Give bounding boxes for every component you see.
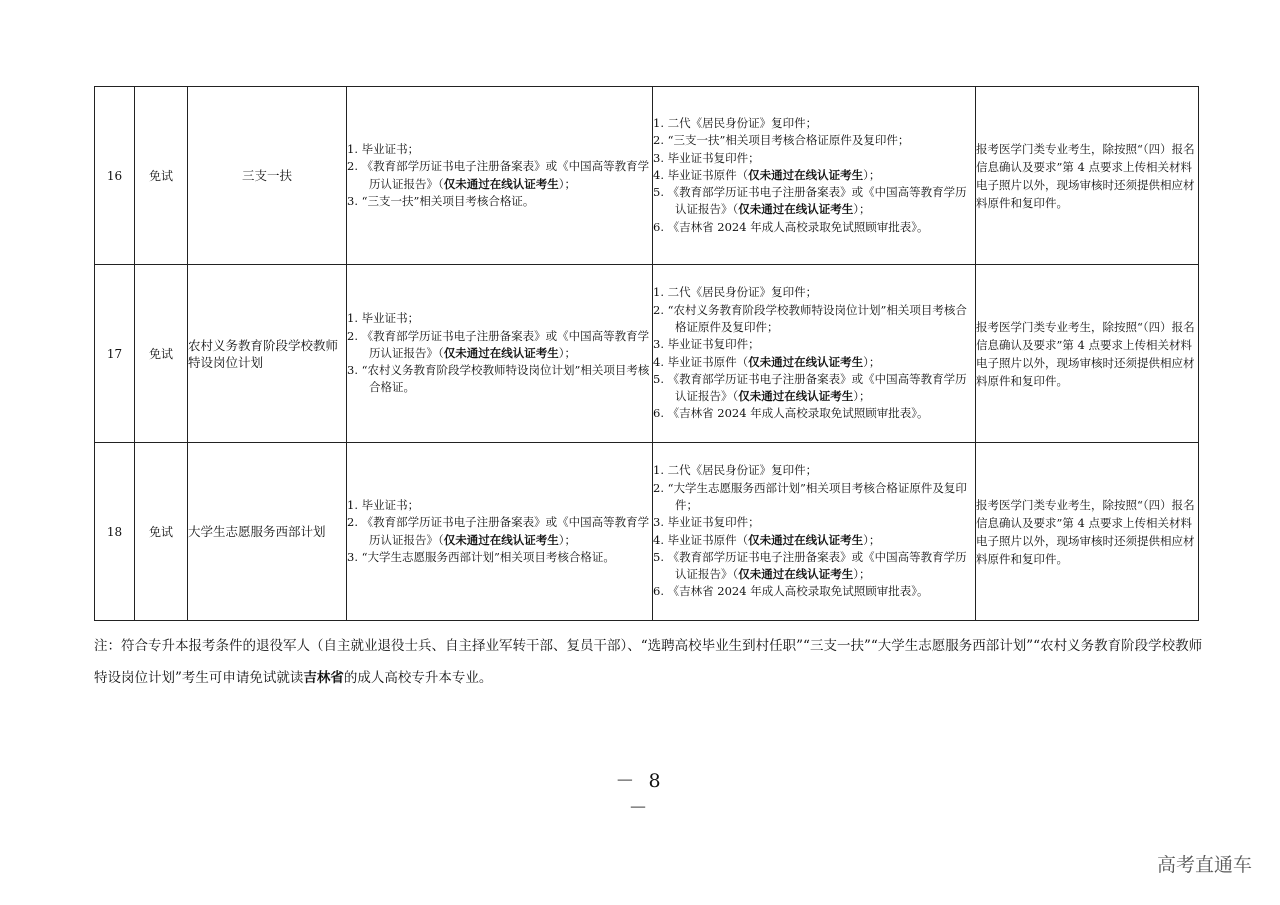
- text-segment: 《吉林省 2024 年成人高校录取免试照顾审批表》。: [667, 584, 929, 599]
- text-segment: 《教育部学历证书电子注册备案表》或《中国高等教育学历认证报告》（: [361, 515, 650, 547]
- list-item: [653, 150, 975, 167]
- item-number: 2.: [653, 133, 668, 148]
- text-segment: ）；: [558, 532, 576, 547]
- list-item: [653, 132, 975, 149]
- bold-text: 吉林省: [303, 670, 344, 686]
- item-number: 3.: [347, 193, 362, 208]
- project-name: 三支一扶: [188, 87, 347, 265]
- text-segment: 毕业证书；: [361, 497, 420, 512]
- text-segment: ）；: [863, 354, 881, 369]
- item-number: 5.: [653, 185, 668, 200]
- text-segment: ）；: [863, 532, 881, 547]
- list-item: [347, 310, 652, 327]
- text-segment: 《吉林省 2024 年成人高校录取免试照顾审批表》。: [667, 219, 929, 234]
- bold-text: 仅未通过在线认证考生: [738, 567, 854, 582]
- requirements-list: [347, 310, 652, 396]
- item-number: 2.: [347, 159, 362, 174]
- list-item: [347, 328, 652, 363]
- text-segment: 《教育部学历证书电子注册备案表》或《中国高等教育学历认证报告》（: [361, 159, 650, 191]
- text-segment: ）；: [558, 345, 576, 360]
- exam-mode: 免试: [135, 87, 188, 265]
- list-item: [653, 336, 975, 353]
- item-number: 6.: [653, 219, 668, 234]
- list-item: [347, 497, 652, 514]
- list-item: [653, 184, 975, 219]
- table-row: [95, 265, 1199, 443]
- item-number: 3.: [653, 150, 668, 165]
- text-segment: 的成人高校专升本专业。: [343, 670, 493, 686]
- item-number: 1.: [347, 497, 362, 512]
- footnote: [94, 630, 1204, 694]
- list-item: [653, 532, 975, 549]
- item-number: 5.: [653, 371, 668, 386]
- bold-text: 仅未通过在线认证考生: [443, 345, 559, 360]
- text-segment: “大学生志愿服务西部计划”相关项目考核合格证。: [361, 549, 615, 564]
- list-item: [347, 193, 652, 210]
- bold-text: 仅未通过在线认证考生: [738, 202, 854, 217]
- list-item: [347, 158, 652, 193]
- item-number: 6.: [653, 406, 668, 421]
- list-item: [653, 462, 975, 479]
- materials-list: [653, 284, 975, 422]
- text-segment: 学生志愿服务西部计划”“农村义务教育阶段学校教师特设岗位计划”考生可申请免试就读: [94, 638, 1203, 686]
- text-segment: 毕业证书复印件；: [667, 337, 760, 352]
- item-number: 3.: [347, 549, 362, 564]
- admission-table: [94, 86, 1199, 621]
- bold-text: 仅未通过在线认证考生: [748, 167, 864, 182]
- text-segment: “大学生志愿服务西部计划”相关项目考核合格证原件及复印件；: [667, 480, 967, 512]
- text-segment: 《教育部学历证书电子注册备案表》或《中国高等教育学历认证报告》（: [667, 371, 967, 404]
- item-number: 3.: [653, 337, 668, 352]
- text-segment: 毕业证书原件（: [667, 167, 749, 182]
- list-item: [653, 514, 975, 531]
- requirements-cell: [347, 443, 653, 621]
- list-item: [653, 583, 975, 600]
- item-number: 1.: [347, 311, 362, 326]
- item-number: 5.: [653, 549, 668, 564]
- watermark-text: 高考直通车: [1156, 854, 1252, 876]
- list-item: [653, 480, 975, 515]
- bold-text: 仅未通过在线认证考生: [748, 532, 864, 547]
- text-segment: ）；: [558, 176, 576, 191]
- materials-cell: [653, 265, 976, 443]
- requirements-cell: [347, 87, 653, 265]
- list-item: [653, 354, 975, 371]
- text-segment: 毕业证书；: [361, 141, 420, 156]
- remark-cell: 报考医学门类专业考生，除按照“（四）报名信息确认及要求”第 4 点要求上传相关材料电子照片以外，现场审核时还须提供相应材料原件和复印件。: [976, 87, 1199, 265]
- materials-list: [653, 462, 975, 600]
- item-number: 2.: [347, 328, 362, 343]
- table-body: [95, 87, 1199, 621]
- row-number: 18: [95, 443, 135, 621]
- bold-text: 仅未通过在线认证考生: [738, 389, 854, 404]
- list-item: [653, 371, 975, 406]
- text-segment: 二代《居民身份证》复印件；: [667, 115, 818, 130]
- item-number: 3.: [653, 515, 668, 530]
- text-segment: 《教育部学历证书电子注册备案表》或《中国高等教育学历认证报告》（: [361, 328, 650, 360]
- table-row: [95, 87, 1199, 265]
- item-number: 6.: [653, 584, 668, 599]
- materials-cell: [653, 443, 976, 621]
- item-number: 1.: [653, 115, 668, 130]
- requirements-cell: [347, 265, 653, 443]
- text-segment: ）；: [853, 389, 871, 404]
- item-number: 1.: [653, 463, 668, 478]
- item-number: 4.: [653, 167, 668, 182]
- exam-mode: 免试: [135, 443, 188, 621]
- text-segment: 二代《居民身份证》复印件；: [667, 285, 818, 300]
- list-item: [653, 219, 975, 236]
- page-number: － 8 －: [615, 770, 665, 819]
- text-segment: ）；: [853, 202, 871, 217]
- remark-cell: 报考医学门类专业考生，除按照“（四）报名信息确认及要求”第 4 点要求上传相关材料电子照片以外，现场审核时还须提供相应材料原件和复印件。: [976, 265, 1199, 443]
- table-row: [95, 443, 1199, 621]
- list-item: [653, 405, 975, 422]
- bold-text: 仅未通过在线认证考生: [443, 176, 559, 191]
- text-segment: 注：符合专升本报考条件的退役军人（自主就业退役士兵、自主择业军转干部、复员干部）、“选聘高校毕业生到村任职”“三支一扶”“大: [94, 638, 892, 654]
- item-number: 3.: [347, 363, 362, 378]
- text-segment: 毕业证书原件（: [667, 354, 749, 369]
- list-item: [653, 549, 975, 584]
- text-segment: “三支一扶”相关项目考核合格证原件及复印件；: [667, 133, 910, 148]
- text-segment: 毕业证书复印件；: [667, 150, 760, 165]
- text-segment: 二代《居民身份证》复印件；: [667, 463, 818, 478]
- item-number: 2.: [347, 515, 362, 530]
- item-number: 2.: [653, 302, 668, 317]
- text-segment: 《教育部学历证书电子注册备案表》或《中国高等教育学历认证报告》（: [667, 185, 967, 217]
- remark-cell: 报考医学门类专业考生，除按照“（四）报名信息确认及要求”第 4 点要求上传相关材料电子照片以外，现场审核时还须提供相应材料原件和复印件。: [976, 443, 1199, 621]
- materials-cell: [653, 87, 976, 265]
- requirements-list: [347, 141, 652, 210]
- materials-list: [653, 115, 975, 236]
- project-name: 大学生志愿服务西部计划: [188, 443, 347, 621]
- item-number: 1.: [653, 285, 668, 300]
- list-item: [347, 514, 652, 549]
- text-segment: 毕业证书原件（: [667, 532, 749, 547]
- row-number: 16: [95, 87, 135, 265]
- item-number: 1.: [347, 141, 362, 156]
- list-item: [653, 115, 975, 132]
- list-item: [653, 167, 975, 184]
- text-segment: “三支一扶”相关项目考核合格证。: [361, 193, 535, 208]
- list-item: [653, 284, 975, 301]
- row-number: 17: [95, 265, 135, 443]
- exam-mode: 免试: [135, 265, 188, 443]
- text-segment: 毕业证书；: [361, 311, 420, 326]
- bold-text: 仅未通过在线认证考生: [443, 532, 559, 547]
- text-segment: ）；: [863, 167, 881, 182]
- text-segment: “农村义务教育阶段学校教师特设岗位计划”相关项目考核合格证。: [361, 363, 650, 395]
- list-item: [347, 362, 652, 397]
- text-segment: 《教育部学历证书电子注册备案表》或《中国高等教育学历认证报告》（: [667, 549, 967, 582]
- item-number: 4.: [653, 354, 668, 369]
- text-segment: ）；: [853, 567, 871, 582]
- list-item: [347, 549, 652, 566]
- requirements-list: [347, 497, 652, 566]
- project-name: 农村义务教育阶段学校教师特设岗位计划: [188, 265, 347, 443]
- text-segment: “农村义务教育阶段学校教师特设岗位计划”相关项目考核合格证原件及复印件；: [667, 302, 967, 334]
- text-segment: 毕业证书复印件；: [667, 515, 760, 530]
- item-number: 2.: [653, 480, 668, 495]
- list-item: [347, 141, 652, 158]
- item-number: 4.: [653, 532, 668, 547]
- bold-text: 仅未通过在线认证考生: [748, 354, 864, 369]
- text-segment: 《吉林省 2024 年成人高校录取免试照顾审批表》。: [667, 406, 929, 421]
- list-item: [653, 302, 975, 337]
